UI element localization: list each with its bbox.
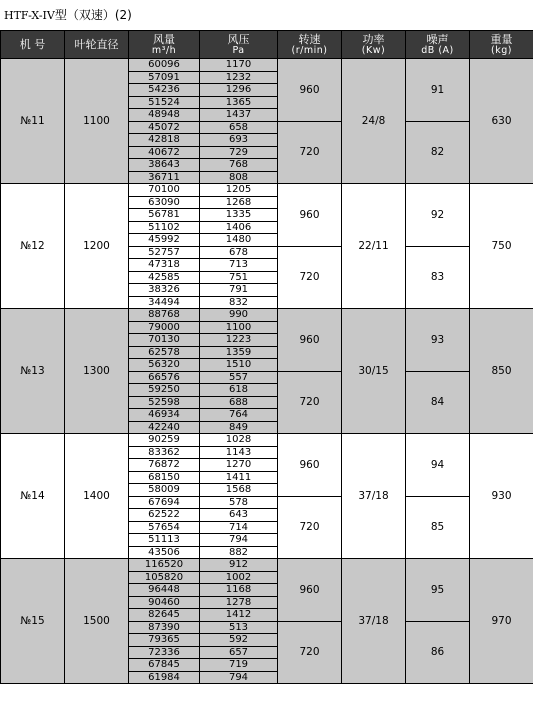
- model-name-cell: №13: [1, 309, 65, 434]
- airflow-cell: 36711: [129, 171, 200, 184]
- airflow-cell: 56320: [129, 359, 200, 372]
- airflow-cell: 51102: [129, 221, 200, 234]
- airflow-cell: 72336: [129, 646, 200, 659]
- airflow-cell: 60096: [129, 59, 200, 72]
- pressure-cell: 832: [200, 296, 278, 309]
- table-row: [1, 59, 533, 72]
- airflow-cell: 40672: [129, 146, 200, 159]
- airflow-cell: 43506: [129, 546, 200, 559]
- pressure-cell: 1568: [200, 484, 278, 497]
- impeller-diameter-cell: 1300: [65, 309, 129, 434]
- impeller-diameter-cell: 1500: [65, 559, 129, 684]
- airflow-cell: 88768: [129, 309, 200, 322]
- pressure-cell: 1359: [200, 346, 278, 359]
- airflow-cell: 45992: [129, 234, 200, 247]
- pressure-cell: 768: [200, 159, 278, 172]
- pressure-cell: 808: [200, 171, 278, 184]
- title-suffix: 型（双速）(2): [54, 8, 132, 22]
- noise-cell: 83: [406, 246, 470, 309]
- airflow-cell: 105820: [129, 571, 200, 584]
- airflow-cell: 45072: [129, 121, 200, 134]
- pressure-cell: 1296: [200, 84, 278, 97]
- noise-cell: 91: [406, 59, 470, 122]
- header-row: [1, 31, 533, 59]
- weight-cell: 750: [470, 184, 533, 309]
- model-name-cell: №15: [1, 559, 65, 684]
- pressure-cell: 794: [200, 534, 278, 547]
- airflow-cell: 38643: [129, 159, 200, 172]
- power-cell: 24/8: [342, 59, 406, 184]
- pressure-cell: 1100: [200, 321, 278, 334]
- airflow-cell: 79365: [129, 634, 200, 647]
- weight-cell: 630: [470, 59, 533, 184]
- airflow-cell: 42585: [129, 271, 200, 284]
- pressure-cell: 1412: [200, 609, 278, 622]
- speed-cell: 960: [278, 309, 342, 372]
- table-row: [1, 434, 533, 447]
- airflow-cell: 87390: [129, 621, 200, 634]
- model-name-cell: №14: [1, 434, 65, 559]
- pressure-cell: 657: [200, 646, 278, 659]
- speed-cell: 960: [278, 434, 342, 497]
- pressure-cell: 713: [200, 259, 278, 272]
- airflow-cell: 51524: [129, 96, 200, 109]
- airflow-cell: 51113: [129, 534, 200, 547]
- pressure-cell: 1002: [200, 571, 278, 584]
- airflow-cell: 42240: [129, 421, 200, 434]
- page-title: [4, 5, 132, 25]
- pressure-cell: 1510: [200, 359, 278, 372]
- pressure-cell: 1168: [200, 584, 278, 597]
- airflow-cell: 58009: [129, 484, 200, 497]
- pressure-cell: 643: [200, 509, 278, 522]
- speed-cell: 960: [278, 59, 342, 122]
- airflow-cell: 90460: [129, 596, 200, 609]
- pressure-cell: 1143: [200, 446, 278, 459]
- header-speed: 转速 (r/min): [278, 31, 342, 59]
- pressure-cell: 678: [200, 246, 278, 259]
- power-cell: 30/15: [342, 309, 406, 434]
- pressure-cell: 592: [200, 634, 278, 647]
- pressure-cell: 729: [200, 146, 278, 159]
- airflow-cell: 76872: [129, 459, 200, 472]
- airflow-cell: 34494: [129, 296, 200, 309]
- fan-spec-table: [0, 30, 533, 684]
- airflow-cell: 57091: [129, 71, 200, 84]
- airflow-cell: 56781: [129, 209, 200, 222]
- pressure-cell: 688: [200, 396, 278, 409]
- header-power: 功率 (Kw): [342, 31, 406, 59]
- pressure-cell: 1278: [200, 596, 278, 609]
- airflow-cell: 62578: [129, 346, 200, 359]
- pressure-cell: 990: [200, 309, 278, 322]
- airflow-cell: 42818: [129, 134, 200, 147]
- airflow-cell: 52598: [129, 396, 200, 409]
- table-row: [1, 309, 533, 322]
- airflow-cell: 48948: [129, 109, 200, 122]
- airflow-cell: 66576: [129, 371, 200, 384]
- pressure-cell: 1411: [200, 471, 278, 484]
- header-model: 机 号: [1, 31, 65, 59]
- noise-cell: 94: [406, 434, 470, 497]
- speed-cell: 720: [278, 246, 342, 309]
- header-weight: 重量 (kg): [470, 31, 533, 59]
- pressure-cell: 1223: [200, 334, 278, 347]
- impeller-diameter-cell: 1200: [65, 184, 129, 309]
- airflow-cell: 46934: [129, 409, 200, 422]
- pressure-cell: 618: [200, 384, 278, 397]
- pressure-cell: 1406: [200, 221, 278, 234]
- weight-cell: 850: [470, 309, 533, 434]
- header-airflow: 风量 m³/h: [129, 31, 200, 59]
- noise-cell: 92: [406, 184, 470, 247]
- pressure-cell: 1365: [200, 96, 278, 109]
- speed-cell: 720: [278, 496, 342, 559]
- pressure-cell: 1170: [200, 59, 278, 72]
- speed-cell: 720: [278, 621, 342, 684]
- airflow-cell: 63090: [129, 196, 200, 209]
- airflow-cell: 57654: [129, 521, 200, 534]
- airflow-cell: 70130: [129, 334, 200, 347]
- airflow-cell: 62522: [129, 509, 200, 522]
- pressure-cell: 849: [200, 421, 278, 434]
- table-row: [1, 184, 533, 197]
- pressure-cell: 791: [200, 284, 278, 297]
- pressure-cell: 882: [200, 546, 278, 559]
- airflow-cell: 52757: [129, 246, 200, 259]
- speed-cell: 720: [278, 121, 342, 184]
- pressure-cell: 1270: [200, 459, 278, 472]
- airflow-cell: 79000: [129, 321, 200, 334]
- power-cell: 37/18: [342, 434, 406, 559]
- airflow-cell: 68150: [129, 471, 200, 484]
- table-body: [1, 59, 533, 684]
- pressure-cell: 912: [200, 559, 278, 572]
- pressure-cell: 513: [200, 621, 278, 634]
- noise-cell: 85: [406, 496, 470, 559]
- airflow-cell: 67845: [129, 659, 200, 672]
- pressure-cell: 658: [200, 121, 278, 134]
- airflow-cell: 61984: [129, 671, 200, 684]
- weight-cell: 970: [470, 559, 533, 684]
- pressure-cell: 1335: [200, 209, 278, 222]
- airflow-cell: 90259: [129, 434, 200, 447]
- airflow-cell: 82645: [129, 609, 200, 622]
- power-cell: 37/18: [342, 559, 406, 684]
- model-name-cell: №11: [1, 59, 65, 184]
- header-impeller: 叶轮直径: [65, 31, 129, 59]
- speed-cell: 960: [278, 559, 342, 622]
- pressure-cell: 1437: [200, 109, 278, 122]
- speed-cell: 720: [278, 371, 342, 434]
- airflow-cell: 116520: [129, 559, 200, 572]
- speed-cell: 960: [278, 184, 342, 247]
- airflow-cell: 47318: [129, 259, 200, 272]
- model-name-cell: №12: [1, 184, 65, 309]
- impeller-diameter-cell: 1400: [65, 434, 129, 559]
- noise-cell: 86: [406, 621, 470, 684]
- pressure-cell: 714: [200, 521, 278, 534]
- airflow-cell: 54236: [129, 84, 200, 97]
- airflow-cell: 38326: [129, 284, 200, 297]
- title-prefix: HTF-X-IV: [4, 9, 55, 22]
- airflow-cell: 96448: [129, 584, 200, 597]
- pressure-cell: 693: [200, 134, 278, 147]
- pressure-cell: 794: [200, 671, 278, 684]
- pressure-cell: 1268: [200, 196, 278, 209]
- header-pressure: 风压 Pa: [200, 31, 278, 59]
- pressure-cell: 578: [200, 496, 278, 509]
- airflow-cell: 83362: [129, 446, 200, 459]
- pressure-cell: 764: [200, 409, 278, 422]
- pressure-cell: 1028: [200, 434, 278, 447]
- noise-cell: 93: [406, 309, 470, 372]
- table-row: [1, 559, 533, 572]
- airflow-cell: 67694: [129, 496, 200, 509]
- airflow-cell: 70100: [129, 184, 200, 197]
- pressure-cell: 751: [200, 271, 278, 284]
- airflow-cell: 59250: [129, 384, 200, 397]
- noise-cell: 95: [406, 559, 470, 622]
- pressure-cell: 1480: [200, 234, 278, 247]
- impeller-diameter-cell: 1100: [65, 59, 129, 184]
- pressure-cell: 1205: [200, 184, 278, 197]
- pressure-cell: 557: [200, 371, 278, 384]
- power-cell: 22/11: [342, 184, 406, 309]
- noise-cell: 84: [406, 371, 470, 434]
- weight-cell: 930: [470, 434, 533, 559]
- noise-cell: 82: [406, 121, 470, 184]
- pressure-cell: 719: [200, 659, 278, 672]
- header-noise: 噪声 dB (A): [406, 31, 470, 59]
- pressure-cell: 1232: [200, 71, 278, 84]
